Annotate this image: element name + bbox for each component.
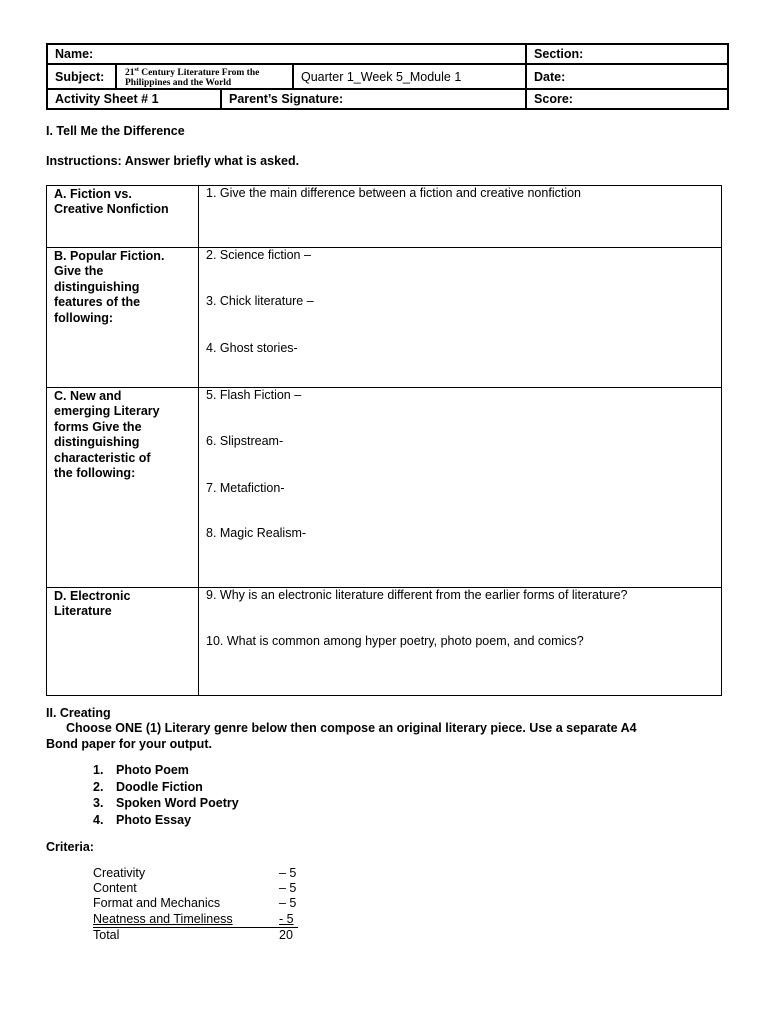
question-6: 6. Slipstream- — [206, 434, 284, 448]
genre-item: 2. Doodle Fiction — [93, 779, 203, 794]
row-c-label: C. New and emerging Literary forms Give the distinguishing characteristic of the following: — [47, 388, 199, 588]
row-b-label: B. Popular Fiction. Give the distinguishing features of the following: — [47, 248, 199, 388]
genre-item: 3. Spoken Word Poetry — [93, 796, 239, 811]
genre-list — [93, 762, 239, 828]
criteria-row: Neatness and Timeliness - 5 — [93, 912, 298, 928]
part2-instruction-line1: Choose ONE (1) Literary genre below then compose an original literary piece. Use a separate A4 — [66, 721, 637, 735]
date-field[interactable] — [526, 64, 728, 89]
question-7: 7. Metafiction- — [206, 481, 285, 495]
question-10: 10. What is common among hyper poetry, photo poem, and comics? — [206, 634, 584, 648]
name-field[interactable] — [47, 44, 526, 64]
subject-label-cell — [47, 64, 116, 89]
quarter-cell — [293, 64, 526, 89]
subject-value: 21st Century Literature From the Philippines and the World — [116, 64, 293, 89]
criteria-list — [93, 866, 303, 943]
row-a-answer-area[interactable] — [199, 186, 722, 248]
criteria-row: Creativity – 5 — [93, 866, 297, 880]
question-5: 5. Flash Fiction – — [206, 388, 302, 402]
part1-title: I. Tell Me the Difference — [46, 124, 185, 138]
score-field[interactable] — [526, 89, 728, 109]
activity-sheet-cell — [47, 89, 221, 109]
activity-table — [46, 185, 722, 696]
row-a-label: A. Fiction vs. Creative Nonfiction — [47, 186, 199, 248]
question-9: 9. Why is an electronic literature different from the earlier forms of literature? — [206, 588, 628, 602]
genre-item: 4. Photo Essay — [93, 812, 192, 827]
parent-signature-field[interactable] — [221, 89, 526, 109]
row-b-answer-area[interactable] — [199, 248, 722, 388]
criteria-row: Format and Mechanics – 5 — [93, 896, 297, 911]
activity-sheet-label: Activity Sheet # 1 — [55, 92, 159, 107]
question-4: 4. Ghost stories- — [206, 341, 298, 355]
date-label: Date: — [534, 69, 566, 84]
quarter-label: Quarter 1_Week 5_Module 1 — [301, 69, 462, 84]
criteria-total-row: Total 20 — [93, 927, 293, 942]
name-label: Name: — [55, 47, 94, 61]
header-table — [46, 43, 729, 110]
criteria-row: Content – 5 — [93, 881, 297, 896]
subject-label: Subject: — [55, 69, 105, 84]
question-2: 2. Science fiction – — [206, 248, 311, 262]
genre-item: 1. Photo Poem — [93, 763, 189, 777]
row-c-answer-area[interactable] — [199, 388, 722, 588]
section-label: Section: — [534, 47, 584, 61]
part2-title: II. Creating — [46, 706, 111, 720]
part2-instruction-line2: Bond paper for your output. — [46, 737, 212, 751]
row-d-answer-area[interactable] — [199, 588, 722, 696]
question-3: 3. Chick literature – — [206, 294, 314, 308]
part1-instructions: Instructions: Answer briefly what is asked. — [46, 154, 300, 168]
row-d-label: D. Electronic Literature — [47, 588, 199, 696]
question-1: 1. Give the main difference between a fiction and creative nonfiction — [206, 186, 581, 200]
question-8: 8. Magic Realism- — [206, 526, 307, 540]
parent-signature-label: Parent’s Signature: — [229, 92, 344, 107]
section-field[interactable] — [526, 44, 728, 64]
criteria-title: Criteria: — [46, 840, 94, 854]
score-label: Score: — [534, 92, 573, 107]
